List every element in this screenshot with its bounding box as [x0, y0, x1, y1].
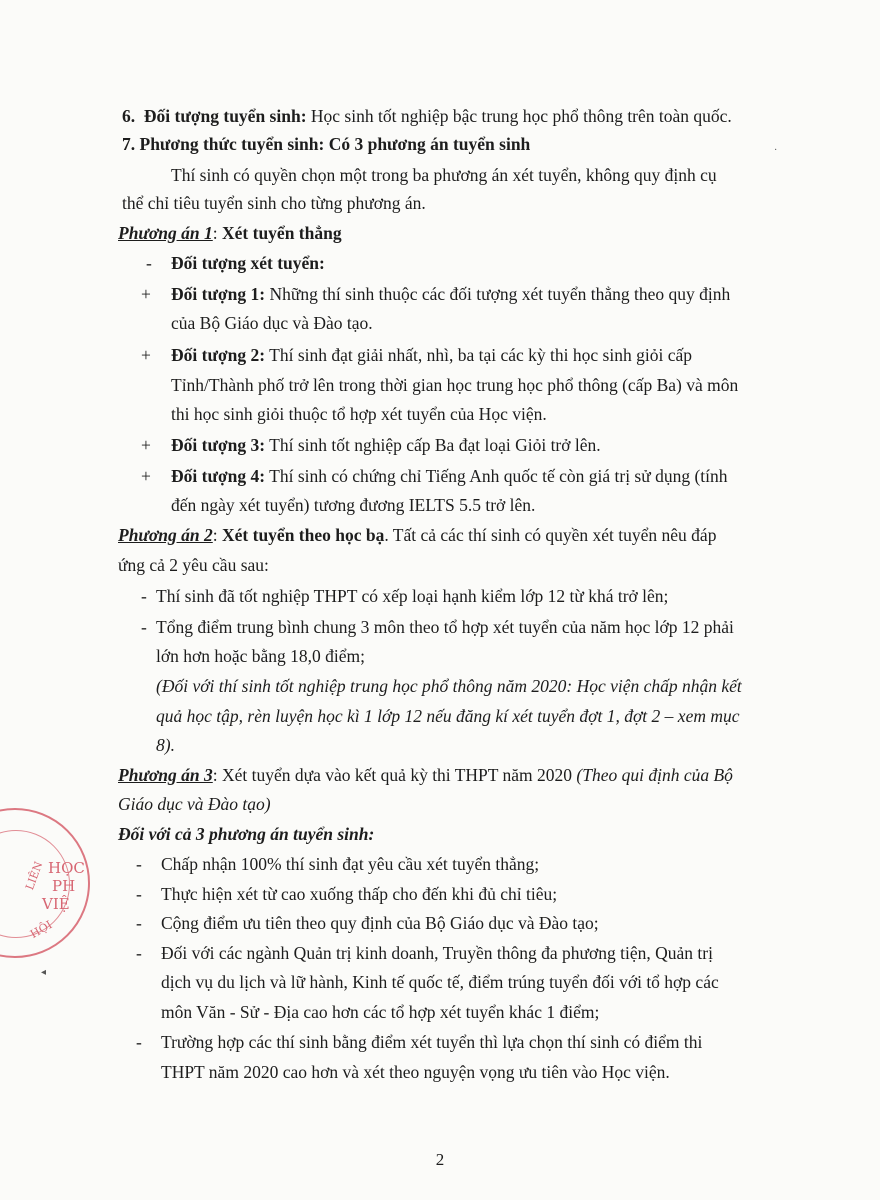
dash-marker: -: [136, 1032, 142, 1052]
dash-marker: -: [136, 854, 142, 874]
option-3-line-2: Giáo dục và Đào tạo): [118, 794, 271, 814]
target-4-line-2: đến ngày xét tuyển) tương đương IELTS 5.5 trở lên.: [171, 495, 536, 515]
all-item-4-line-2: dịch vụ du lịch và lữ hành, Kinh tế quốc tế, điểm trúng tuyển đối với tổ hợp các: [161, 972, 719, 992]
stamp-arc-text-2: HỘI: [28, 918, 55, 941]
all-item-5-line-1: Trường hợp các thí sinh bằng điểm xét tuyển thì lựa chọn thí sinh có điểm thi: [161, 1032, 703, 1052]
option-1-sep: :: [212, 223, 223, 243]
dash-marker: -: [141, 586, 147, 606]
target-2-line-1: [171, 344, 692, 366]
target-3-label: Đối tượng 3:: [171, 435, 266, 455]
plus-marker: +: [141, 284, 151, 304]
plus-marker: +: [141, 345, 151, 365]
target-2-label: Đối tượng 2:: [171, 345, 266, 365]
option-2-bullet-2-line-2: lớn hơn hoặc bằng 18,0 điểm;: [156, 646, 366, 666]
target-1-label: Đối tượng 1:: [171, 284, 266, 304]
target-4-label: Đối tượng 4:: [171, 466, 266, 486]
red-seal-stamp: [0, 808, 90, 958]
option-2-note-line-1: (Đối với thí sinh tốt nghiệp trung học phổ thông năm 2020: Học viện chấp nhận kết: [156, 676, 742, 696]
scan-speck: ◂: [41, 967, 47, 978]
option-3-heading: [118, 764, 733, 786]
intro-line-1: Thí sinh có quyền chọn một trong ba phương án xét tuyển, không quy định cụ: [171, 165, 717, 185]
dash-marker: -: [136, 913, 142, 933]
option-2-text: . Tất cả các thí sinh có quyền xét tuyển nêu đáp: [384, 525, 717, 545]
scan-speck: ·: [774, 145, 778, 156]
option-3-label: Phương án 3: [118, 765, 213, 785]
target-2-text: Thí sinh đạt giải nhất, nhì, ba tại các kỳ thi học sinh giỏi cấp: [265, 345, 692, 365]
option-1-subheading: [171, 252, 325, 274]
option-2-bullet-2-line-1: Tổng điểm trung bình chung 3 môn theo tổ hợp xét tuyển của năm học lớp 12 phải: [156, 617, 734, 637]
dash-marker: -: [136, 943, 142, 963]
all-item-4-line-1: Đối với các ngành Quản trị kinh doanh, Truyền thông đa phương tiện, Quản trị: [161, 943, 713, 963]
target-4-text: Thí sinh có chứng chỉ Tiếng Anh quốc tế còn giá trị sử dụng (tính: [265, 466, 728, 486]
plus-marker: +: [141, 466, 151, 486]
option-2-label: Phương án 2: [118, 525, 213, 545]
section-7-heading: [122, 133, 530, 155]
dash-marker: -: [146, 253, 152, 273]
stamp-text-3: VIỆ: [42, 895, 70, 913]
option-2-line-2: ứng cả 2 yêu cầu sau:: [118, 555, 269, 575]
target-3-line-1: [171, 434, 601, 456]
section-6-label: Đối tượng tuyển sinh:: [143, 106, 307, 126]
option-2-bullet-1: Thí sinh đã tốt nghiệp THPT có xếp loại hạnh kiểm lớp 12 từ khá trở lên;: [156, 586, 669, 606]
option-1-heading: [118, 222, 342, 244]
all-item-3: Cộng điểm ưu tiên theo quy định của Bộ Giáo dục và Đào tạo;: [161, 913, 599, 933]
target-2-line-3: thi học sinh giỏi thuộc tổ hợp xét tuyển của Học viện.: [171, 404, 547, 424]
option-3-italic: (Theo qui định của Bộ: [576, 765, 733, 785]
page-number: 2: [435, 1150, 445, 1169]
stamp-arc-text: LIÊN: [23, 859, 46, 892]
all-item-5-line-2: THPT năm 2020 cao hơn và xét theo nguyện vọng ưu tiên vào Học viện.: [161, 1062, 670, 1082]
section-6-text: Học sinh tốt nghiệp bậc trung học phổ thông trên toàn quốc.: [306, 106, 732, 126]
target-1-text: Những thí sinh thuộc các đối tượng xét tuyển thẳng theo quy định: [265, 284, 731, 304]
target-3-text: Thí sinh tốt nghiệp cấp Ba đạt loại Giỏi trở lên.: [265, 435, 601, 455]
intro-line-2: thể chỉ tiêu tuyển sinh cho từng phương án.: [122, 193, 426, 213]
section-6-number: 6.: [122, 106, 136, 126]
option-1-subheading-text: Đối tượng xét tuyển:: [171, 253, 325, 273]
dash-marker: -: [141, 617, 147, 637]
stamp-text-1: HỌC: [48, 859, 85, 877]
option-3-text: : Xét tuyển dựa vào kết quả kỳ thi THPT năm 2020: [212, 765, 577, 785]
all-item-1: Chấp nhận 100% thí sinh đạt yêu cầu xét tuyển thẳng;: [161, 854, 540, 874]
stamp-text-2: PH: [52, 877, 76, 895]
option-1-label: Phương án 1: [118, 223, 213, 243]
option-2-sep: :: [212, 525, 223, 545]
all-options-heading-text: Đối với cả 3 phương án tuyển sinh:: [118, 824, 375, 844]
target-4-line-1: [171, 465, 728, 487]
option-2-note-line-2: quả học tập, rèn luyện học kì 1 lớp 12 nếu đăng kí xét tuyển đợt 1, đợt 2 – xem mục: [156, 706, 740, 726]
plus-marker: +: [141, 435, 151, 455]
option-2-heading: [118, 524, 716, 546]
dash-marker: -: [136, 884, 142, 904]
target-1-line-2: của Bộ Giáo dục và Đào tạo.: [171, 313, 373, 333]
target-2-line-2: Tỉnh/Thành phố trở lên trong thời gian học trung học phổ thông (cấp Ba) và môn: [171, 375, 739, 395]
all-item-4-line-3: môn Văn - Sử - Địa cao hơn các tổ hợp xét tuyển khác 1 điểm;: [161, 1002, 600, 1022]
all-item-2: Thực hiện xét từ cao xuống thấp cho đến khi đủ chỉ tiêu;: [161, 884, 558, 904]
section-6: [122, 105, 732, 127]
section-7-heading-text: 7. Phương thức tuyển sinh: Có 3 phương án tuyển sinh: [122, 134, 531, 154]
option-1-title: Xét tuyển thẳng: [222, 223, 342, 243]
option-2-title: Xét tuyển theo học bạ: [222, 525, 385, 545]
option-2-note-line-3: 8).: [156, 735, 175, 755]
target-1-line-1: [171, 283, 730, 305]
all-options-heading: [118, 823, 374, 845]
